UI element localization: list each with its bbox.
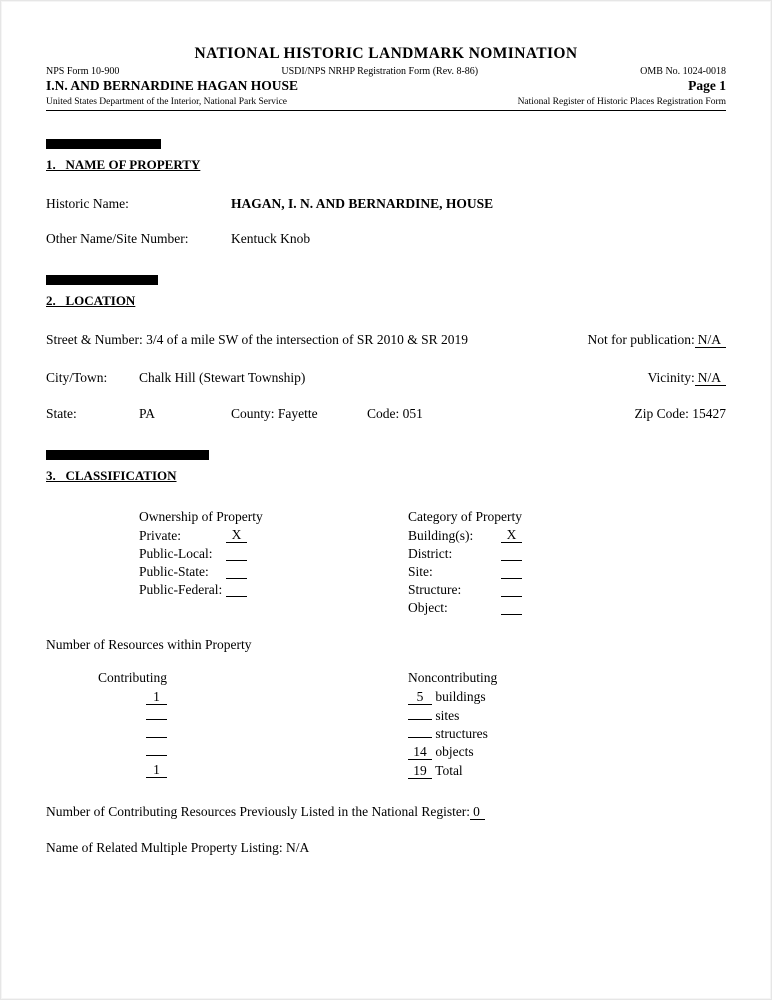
resources-heading: Number of Resources within Property <box>46 637 252 652</box>
vicinity-value: N/A <box>695 370 726 386</box>
not-for-publication <box>588 332 726 348</box>
ownership-heading: Ownership of Property <box>139 509 263 524</box>
contributing-row <box>146 727 408 741</box>
noncontributing-column <box>408 670 497 779</box>
category-site-label: Site: <box>408 564 433 579</box>
form-meta-row <box>46 66 726 77</box>
state-label: State: <box>46 406 77 421</box>
ownership-private-label: Private: <box>139 528 181 543</box>
category-buildings-label: Building(s): <box>408 528 474 543</box>
previously-listed-label: Number of Contributing Resources Previously Listed in the National Register: <box>46 804 471 819</box>
category-row <box>408 582 522 597</box>
contributing-row <box>146 763 408 778</box>
section-location <box>46 275 726 422</box>
category-row <box>408 528 522 543</box>
form-number: NPS Form 10-900 <box>46 66 120 77</box>
omb-number: OMB No. 1024-0018 <box>640 66 726 77</box>
other-name-row <box>46 231 726 247</box>
noncontributing-heading: Noncontributing <box>408 670 498 685</box>
contributing-row <box>146 690 408 705</box>
noncontributing-sites-label: sites <box>435 708 460 723</box>
category-district-value <box>501 546 522 561</box>
noncontributing-row <box>408 745 497 760</box>
historic-name-label: Historic Name: <box>46 196 129 211</box>
noncontributing-row <box>408 764 497 779</box>
state-value: PA <box>139 406 156 421</box>
category-object-label: Object: <box>408 600 448 615</box>
section-classification <box>46 450 726 856</box>
ownership-private-value: X <box>226 528 247 543</box>
noncontributing-sites-value <box>408 719 432 720</box>
agency-row <box>46 97 726 111</box>
ownership-public-federal-value <box>226 582 247 597</box>
related-listing-line: Name of Related Multiple Property Listing: N/A <box>46 840 310 855</box>
property-name: I.N. AND BERNARDINE HAGAN HOUSE <box>46 78 299 93</box>
noncontributing-structures-label: structures <box>435 726 488 741</box>
category-column <box>408 509 522 615</box>
ownership-public-local-label: Public-Local: <box>139 546 213 561</box>
ownership-row <box>139 528 408 543</box>
category-row <box>408 600 522 615</box>
zip-code: Zip Code: 15427 <box>634 406 726 421</box>
form-revision: USDI/NPS NRHP Registration Form (Rev. 8-86) <box>281 66 479 77</box>
not-for-publication-label: Not for publication: <box>587 332 695 347</box>
section-name-of-property <box>46 139 726 247</box>
contributing-total: 1 <box>146 763 167 778</box>
page-number: Page 1 <box>688 78 726 93</box>
ownership-public-local-value <box>226 546 247 561</box>
section-bar <box>46 450 209 460</box>
agency-line: United States Department of the Interior, National Park Service <box>46 97 288 107</box>
county-code: Code: 051 <box>367 406 423 421</box>
noncontributing-structures-value <box>408 737 432 738</box>
city-row <box>46 370 726 386</box>
section-1-heading: 1. NAME OF PROPERTY <box>46 157 201 172</box>
category-buildings-value: X <box>501 528 522 543</box>
section-3-heading: 3. CLASSIFICATION <box>46 468 177 483</box>
contributing-row <box>146 745 408 759</box>
other-name-label: Other Name/Site Number: <box>46 231 189 246</box>
category-row <box>408 546 522 561</box>
category-row <box>408 564 522 579</box>
noncontributing-total-value: 19 <box>408 764 432 779</box>
city-label: City/Town: <box>46 370 108 385</box>
document-title: NATIONAL HISTORIC LANDMARK NOMINATION <box>194 45 578 62</box>
resources-columns <box>46 670 726 779</box>
ownership-row <box>139 582 408 597</box>
noncontributing-row <box>408 690 497 705</box>
section-bar <box>46 275 158 285</box>
other-name-value: Kentuck Knob <box>231 231 311 246</box>
section-2-heading: 2. LOCATION <box>46 293 136 308</box>
section-bar <box>46 139 161 149</box>
street-row <box>46 332 726 348</box>
contributing-value-4 <box>146 755 167 756</box>
ownership-public-state-value <box>226 564 247 579</box>
noncontributing-buildings-value: 5 <box>408 690 432 705</box>
ownership-public-state-label: Public-State: <box>139 564 209 579</box>
noncontributing-objects-value: 14 <box>408 745 432 760</box>
noncontributing-buildings-label: buildings <box>435 689 486 704</box>
category-heading: Category of Property <box>408 509 522 524</box>
historic-name-row <box>46 196 726 212</box>
property-title-row <box>46 78 726 94</box>
ownership-public-federal-label: Public-Federal: <box>139 582 223 597</box>
city-town <box>46 370 305 386</box>
ownership-column <box>139 509 408 615</box>
street-number: Street & Number: 3/4 of a mile SW of the intersection of SR 2010 & SR 2019 <box>46 332 468 347</box>
vicinity <box>648 370 726 386</box>
not-for-publication-value: N/A <box>695 332 726 348</box>
noncontributing-row <box>408 709 497 723</box>
previously-listed-value: 0 <box>470 804 485 820</box>
ownership-row <box>139 564 408 579</box>
contributing-column <box>98 670 408 779</box>
category-object-value <box>501 600 522 615</box>
historic-name-value: HAGAN, I. N. AND BERNARDINE, HOUSE <box>231 196 494 211</box>
contributing-value-2 <box>146 719 167 720</box>
contributing-value-3 <box>146 737 167 738</box>
document-header <box>46 45 726 111</box>
ownership-category-columns <box>46 509 726 615</box>
county: County: Fayette <box>231 406 318 421</box>
category-district-label: District: <box>408 546 453 561</box>
register-form-line: National Register of Historic Places Registration Form <box>517 97 726 107</box>
city-value: Chalk Hill (Stewart Township) <box>139 370 306 385</box>
state-row <box>46 406 726 422</box>
previously-listed-line <box>46 804 726 820</box>
category-site-value <box>501 564 522 579</box>
ownership-row <box>139 546 408 561</box>
vicinity-label: Vicinity: <box>647 370 695 385</box>
category-structure-value <box>501 582 522 597</box>
category-structure-label: Structure: <box>408 582 462 597</box>
contributing-value-1: 1 <box>146 690 167 705</box>
contributing-heading: Contributing <box>98 670 168 685</box>
contributing-row <box>146 709 408 723</box>
noncontributing-row <box>408 727 497 741</box>
noncontributing-total-label: Total <box>435 763 463 778</box>
noncontributing-objects-label: objects <box>435 744 474 759</box>
